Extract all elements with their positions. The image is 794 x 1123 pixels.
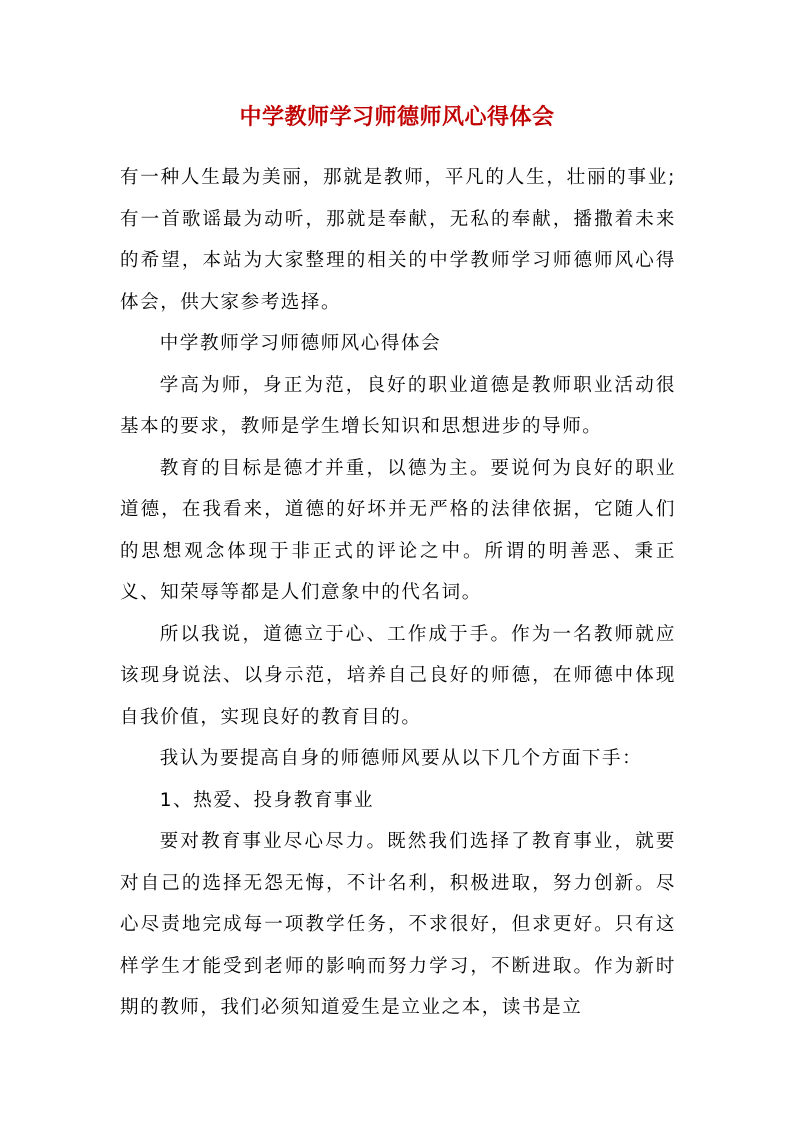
body-paragraph: 所以我说，道德立于心、工作成于手。作为一名教师就应该现身说法、以身示范，培养自己良好的师德，在师德中体现自我价值，实现良好的教育目的。: [120, 623, 676, 728]
body-paragraph: 教育的目标是德才并重，以德为主。要说何为良好的职业道德，在我看来，道德的好坏并无严格的法律依据，它随人们的思想观念体现于非正式的评论之中。所谓的明善恶、秉正义、知荣辱等都是人们意象中的代名词。: [120, 457, 676, 603]
list-item-heading: 1、热爱、投身教育事业: [159, 789, 375, 811]
body-paragraph: 学高为师，身正为范，良好的职业道德是教师职业活动很基本的要求，教师是学生增长知识和思想进步的导师。: [120, 374, 676, 437]
intro-paragraph: 有一种人生最为美丽，那就是教师，平凡的人生，壮丽的事业;有一首歌谣最为动听，那就是奉献，无私的奉献，播撒着未来的希望，本站为大家整理的相关的中学教师学习师德师风心得体会，供大家参考选择。: [120, 167, 676, 313]
body-paragraph: 要对教育事业尽心尽力。既然我们选择了教育事业，就要对自己的选择无怨无悔，不计名利，积极进取，努力创新。尽心尽责地完成每一项教学任务，不求很好，但求更好。只有这样学生才能受到老师的影响而努力学习，不断进取。作为新时期的教师，我们必须知道爱生是立业之本，读书是立: [120, 831, 676, 1018]
section-heading: 中学教师学习师德师风心得体会: [159, 333, 442, 354]
body-paragraph: 我认为要提高自身的师德师风要从以下几个方面下手：: [159, 748, 643, 769]
document-title: 中学教师学习师德师风心得体会: [239, 104, 555, 130]
document-body: [120, 157, 676, 1029]
